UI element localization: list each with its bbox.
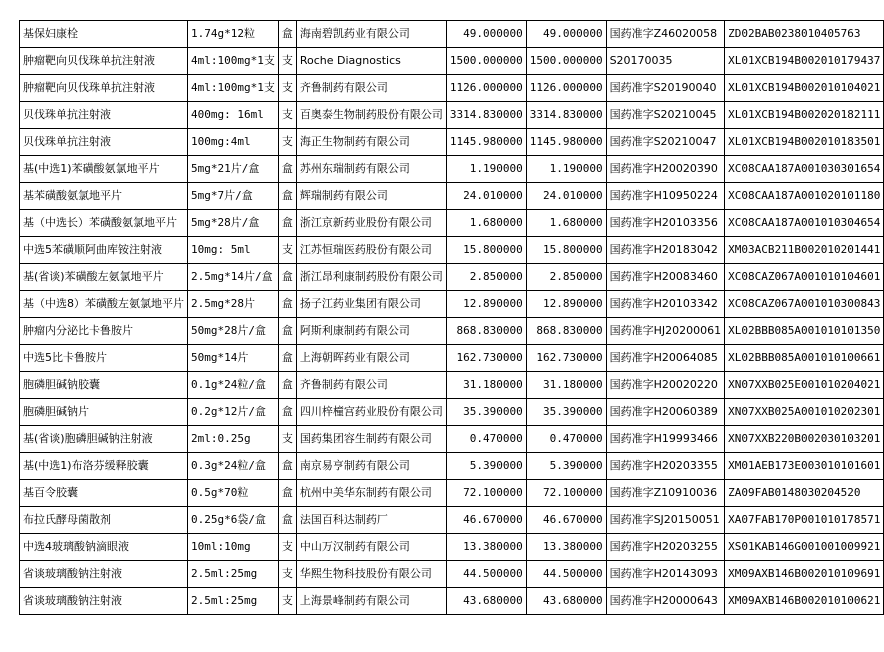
product-code-cell: XS01KAB146G001001009921: [725, 534, 884, 561]
price-cell: 2.850000: [446, 264, 526, 291]
unit-cell: 支: [278, 48, 296, 75]
limit-price-cell: 3314.830000: [526, 102, 606, 129]
unit-cell: 盒: [278, 507, 296, 534]
price-cell: 1126.000000: [446, 75, 526, 102]
manufacturer-cell: 齐鲁制药有限公司: [296, 372, 446, 399]
drug-name-cell: 胞磷胆碱钠胶囊: [20, 372, 188, 399]
table-body: [20, 21, 884, 615]
manufacturer-cell: 中山万汉制药有限公司: [296, 534, 446, 561]
manufacturer-cell: 齐鲁制药有限公司: [296, 75, 446, 102]
manufacturer-cell: 四川梓橦宫药业股份有限公司: [296, 399, 446, 426]
table-row: [20, 399, 884, 426]
spec-cell: 0.3g*24粒/盒: [188, 453, 279, 480]
product-code-cell: XL02BBB085A001010101350: [725, 318, 884, 345]
table-row: [20, 291, 884, 318]
drug-name-cell: 基(省谈)苯磺酸左氨氯地平片: [20, 264, 188, 291]
approval-number-cell: 国药准字S20210045: [606, 102, 725, 129]
spec-cell: 0.5g*70粒: [188, 480, 279, 507]
unit-cell: 支: [278, 129, 296, 156]
table-row: [20, 453, 884, 480]
limit-price-cell: 1500.000000: [526, 48, 606, 75]
approval-number-cell: 国药准字H19993466: [606, 426, 725, 453]
unit-cell: 支: [278, 75, 296, 102]
table-row: [20, 318, 884, 345]
approval-number-cell: 国药准字SJ20150051: [606, 507, 725, 534]
table-row: [20, 588, 884, 615]
limit-price-cell: 5.390000: [526, 453, 606, 480]
unit-cell: 盒: [278, 318, 296, 345]
unit-cell: 支: [278, 588, 296, 615]
approval-number-cell: 国药准字H20020220: [606, 372, 725, 399]
drug-name-cell: 省谈玻璃酸钠注射液: [20, 588, 188, 615]
approval-number-cell: 国药准字H10950224: [606, 183, 725, 210]
limit-price-cell: 1145.980000: [526, 129, 606, 156]
spec-cell: 10ml:10mg: [188, 534, 279, 561]
limit-price-cell: 162.730000: [526, 345, 606, 372]
drug-name-cell: 布拉氏酵母菌散剂: [20, 507, 188, 534]
manufacturer-cell: 江苏恒瑞医药股份有限公司: [296, 237, 446, 264]
limit-price-cell: 46.670000: [526, 507, 606, 534]
manufacturer-cell: 海正生物制药有限公司: [296, 129, 446, 156]
manufacturer-cell: 上海景峰制药有限公司: [296, 588, 446, 615]
approval-number-cell: 国药准字H20000643: [606, 588, 725, 615]
spec-cell: 0.2g*12片/盒: [188, 399, 279, 426]
spec-cell: 2.5mg*28片: [188, 291, 279, 318]
table-row: [20, 129, 884, 156]
limit-price-cell: 43.680000: [526, 588, 606, 615]
price-cell: 1500.000000: [446, 48, 526, 75]
table-row: [20, 156, 884, 183]
drug-name-cell: 基苯磺酸氨氯地平片: [20, 183, 188, 210]
product-code-cell: XA07FAB170P001010178571: [725, 507, 884, 534]
drug-name-cell: 贝伐珠单抗注射液: [20, 102, 188, 129]
approval-number-cell: 国药准字H20143093: [606, 561, 725, 588]
unit-cell: 盒: [278, 291, 296, 318]
table-row: [20, 507, 884, 534]
drug-name-cell: 基(中选1)苯磺酸氨氯地平片: [20, 156, 188, 183]
table-row: [20, 183, 884, 210]
spec-cell: 5mg*21片/盒: [188, 156, 279, 183]
drug-name-cell: 基(中选1)布洛芬缓释胶囊: [20, 453, 188, 480]
table-row: [20, 480, 884, 507]
limit-price-cell: 1.190000: [526, 156, 606, 183]
price-cell: 49.000000: [446, 21, 526, 48]
spec-cell: 2.5mg*14片/盒: [188, 264, 279, 291]
approval-number-cell: 国药准字S20210047: [606, 129, 725, 156]
drug-name-cell: 肿瘤内分泌比卡鲁胺片: [20, 318, 188, 345]
approval-number-cell: S20170035: [606, 48, 725, 75]
limit-price-cell: 12.890000: [526, 291, 606, 318]
approval-number-cell: 国药准字H20103356: [606, 210, 725, 237]
manufacturer-cell: 华熙生物科技股份有限公司: [296, 561, 446, 588]
unit-cell: 支: [278, 102, 296, 129]
price-cell: 868.830000: [446, 318, 526, 345]
drug-name-cell: 中选5苯磺顺阿曲库铵注射液: [20, 237, 188, 264]
approval-number-cell: 国药准字H20203355: [606, 453, 725, 480]
drug-name-cell: 基保妇康栓: [20, 21, 188, 48]
price-cell: 35.390000: [446, 399, 526, 426]
spec-cell: 50mg*14片: [188, 345, 279, 372]
unit-cell: 支: [278, 534, 296, 561]
table-row: [20, 48, 884, 75]
product-code-cell: XL01XCB194B002020182111: [725, 102, 884, 129]
spec-cell: 4ml:100mg*1支: [188, 75, 279, 102]
manufacturer-cell: 浙江昂利康制药股份有限公司: [296, 264, 446, 291]
manufacturer-cell: 法国百科达制药厂: [296, 507, 446, 534]
manufacturer-cell: 辉瑞制药有限公司: [296, 183, 446, 210]
limit-price-cell: 44.500000: [526, 561, 606, 588]
limit-price-cell: 13.380000: [526, 534, 606, 561]
drug-name-cell: 基(省谈)胞磷胆碱钠注射液: [20, 426, 188, 453]
manufacturer-cell: 扬子江药业集团有限公司: [296, 291, 446, 318]
manufacturer-cell: 浙江京新药业股份有限公司: [296, 210, 446, 237]
manufacturer-cell: 海南碧凯药业有限公司: [296, 21, 446, 48]
manufacturer-cell: 国药集团容生制药有限公司: [296, 426, 446, 453]
spec-cell: 2.5ml:25mg: [188, 561, 279, 588]
product-code-cell: XL01XCB194B002010104021: [725, 75, 884, 102]
manufacturer-cell: 阿斯利康制药有限公司: [296, 318, 446, 345]
drug-price-table: [19, 20, 884, 615]
limit-price-cell: 49.000000: [526, 21, 606, 48]
spec-cell: 4ml:100mg*1支: [188, 48, 279, 75]
spec-cell: 5mg*28片/盒: [188, 210, 279, 237]
unit-cell: 盒: [278, 399, 296, 426]
unit-cell: 盒: [278, 183, 296, 210]
product-code-cell: XL01XCB194B002010179437: [725, 48, 884, 75]
product-code-cell: XM09AXB146B002010100621: [725, 588, 884, 615]
spec-cell: 5mg*7片/盒: [188, 183, 279, 210]
product-code-cell: XL02BBB085A001010100661: [725, 345, 884, 372]
approval-number-cell: 国药准字H20020390: [606, 156, 725, 183]
table-row: [20, 426, 884, 453]
table-row: [20, 534, 884, 561]
limit-price-cell: 72.100000: [526, 480, 606, 507]
unit-cell: 盒: [278, 480, 296, 507]
limit-price-cell: 1126.000000: [526, 75, 606, 102]
table-row: [20, 345, 884, 372]
product-code-cell: XC08CAA187A001030301654: [725, 156, 884, 183]
manufacturer-cell: 杭州中美华东制药有限公司: [296, 480, 446, 507]
manufacturer-cell: 苏州东瑞制药有限公司: [296, 156, 446, 183]
approval-number-cell: 国药准字Z46020058: [606, 21, 725, 48]
product-code-cell: XM03ACB211B002010201441: [725, 237, 884, 264]
limit-price-cell: 31.180000: [526, 372, 606, 399]
approval-number-cell: 国药准字H20083460: [606, 264, 725, 291]
price-cell: 13.380000: [446, 534, 526, 561]
table-row: [20, 102, 884, 129]
spec-cell: 0.25g*6袋/盒: [188, 507, 279, 534]
unit-cell: 支: [278, 237, 296, 264]
manufacturer-cell: 上海朝晖药业有限公司: [296, 345, 446, 372]
price-cell: 72.100000: [446, 480, 526, 507]
product-code-cell: XM01AEB173E003010101601: [725, 453, 884, 480]
table-row: [20, 75, 884, 102]
product-code-cell: XN07XXB220B002030103201: [725, 426, 884, 453]
unit-cell: 盒: [278, 372, 296, 399]
spec-cell: 50mg*28片/盒: [188, 318, 279, 345]
drug-name-cell: 中选4玻璃酸钠滴眼液: [20, 534, 188, 561]
drug-name-cell: 胞磷胆碱钠片: [20, 399, 188, 426]
manufacturer-cell: 南京易亨制药有限公司: [296, 453, 446, 480]
price-cell: 1.680000: [446, 210, 526, 237]
unit-cell: 盒: [278, 21, 296, 48]
approval-number-cell: 国药准字S20190040: [606, 75, 725, 102]
unit-cell: 支: [278, 426, 296, 453]
unit-cell: 盒: [278, 264, 296, 291]
limit-price-cell: 868.830000: [526, 318, 606, 345]
approval-number-cell: 国药准字H20103342: [606, 291, 725, 318]
product-code-cell: XC08CAZ067A001010104601: [725, 264, 884, 291]
approval-number-cell: 国药准字H20183042: [606, 237, 725, 264]
limit-price-cell: 0.470000: [526, 426, 606, 453]
table-row: [20, 561, 884, 588]
manufacturer-cell: Roche Diagnostics: [296, 48, 446, 75]
spec-cell: 1.74g*12粒: [188, 21, 279, 48]
unit-cell: 盒: [278, 210, 296, 237]
unit-cell: 支: [278, 561, 296, 588]
table-row: [20, 210, 884, 237]
limit-price-cell: 24.010000: [526, 183, 606, 210]
price-cell: 1145.980000: [446, 129, 526, 156]
price-cell: 31.180000: [446, 372, 526, 399]
price-cell: 12.890000: [446, 291, 526, 318]
price-cell: 1.190000: [446, 156, 526, 183]
product-code-cell: ZD02BAB0238010405763: [725, 21, 884, 48]
price-cell: 5.390000: [446, 453, 526, 480]
limit-price-cell: 1.680000: [526, 210, 606, 237]
unit-cell: 盒: [278, 453, 296, 480]
price-cell: 0.470000: [446, 426, 526, 453]
price-cell: 43.680000: [446, 588, 526, 615]
drug-name-cell: 省谈玻璃酸钠注射液: [20, 561, 188, 588]
table-row: [20, 372, 884, 399]
drug-name-cell: 肿瘤靶向贝伐珠单抗注射液: [20, 48, 188, 75]
approval-number-cell: 国药准字HJ20200061: [606, 318, 725, 345]
spec-cell: 100mg:4ml: [188, 129, 279, 156]
drug-name-cell: 中选5比卡鲁胺片: [20, 345, 188, 372]
drug-name-cell: 基（中选长）苯磺酸氨氯地平片: [20, 210, 188, 237]
table-row: [20, 237, 884, 264]
limit-price-cell: 2.850000: [526, 264, 606, 291]
table-row: [20, 21, 884, 48]
drug-name-cell: 基百令胶囊: [20, 480, 188, 507]
product-code-cell: XC08CAA187A001010304654: [725, 210, 884, 237]
price-cell: 44.500000: [446, 561, 526, 588]
spec-cell: 0.1g*24粒/盒: [188, 372, 279, 399]
product-code-cell: XN07XXB025E001010204021: [725, 372, 884, 399]
limit-price-cell: 15.800000: [526, 237, 606, 264]
approval-number-cell: 国药准字H20060389: [606, 399, 725, 426]
spec-cell: 2.5ml:25mg: [188, 588, 279, 615]
price-cell: 24.010000: [446, 183, 526, 210]
manufacturer-cell: 百奥泰生物制药股份有限公司: [296, 102, 446, 129]
table-row: [20, 264, 884, 291]
product-code-cell: ZA09FAB0148030204520: [725, 480, 884, 507]
price-cell: 46.670000: [446, 507, 526, 534]
product-code-cell: XL01XCB194B002010183501: [725, 129, 884, 156]
drug-name-cell: 贝伐珠单抗注射液: [20, 129, 188, 156]
drug-name-cell: 基（中选8）苯磺酸左氨氯地平片: [20, 291, 188, 318]
product-code-cell: XC08CAZ067A001010300843: [725, 291, 884, 318]
unit-cell: 盒: [278, 156, 296, 183]
drug-name-cell: 肿瘤靶向贝伐珠单抗注射液: [20, 75, 188, 102]
product-code-cell: XN07XXB025A001010202301: [725, 399, 884, 426]
spec-cell: 10mg: 5ml: [188, 237, 279, 264]
price-cell: 162.730000: [446, 345, 526, 372]
price-cell: 3314.830000: [446, 102, 526, 129]
approval-number-cell: 国药准字Z10910036: [606, 480, 725, 507]
product-code-cell: XM09AXB146B002010109691: [725, 561, 884, 588]
product-code-cell: XC08CAA187A001020101180: [725, 183, 884, 210]
spec-cell: 400mg: 16ml: [188, 102, 279, 129]
approval-number-cell: 国药准字H20203255: [606, 534, 725, 561]
spec-cell: 2ml:0.25g: [188, 426, 279, 453]
price-cell: 15.800000: [446, 237, 526, 264]
approval-number-cell: 国药准字H20064085: [606, 345, 725, 372]
limit-price-cell: 35.390000: [526, 399, 606, 426]
unit-cell: 盒: [278, 345, 296, 372]
